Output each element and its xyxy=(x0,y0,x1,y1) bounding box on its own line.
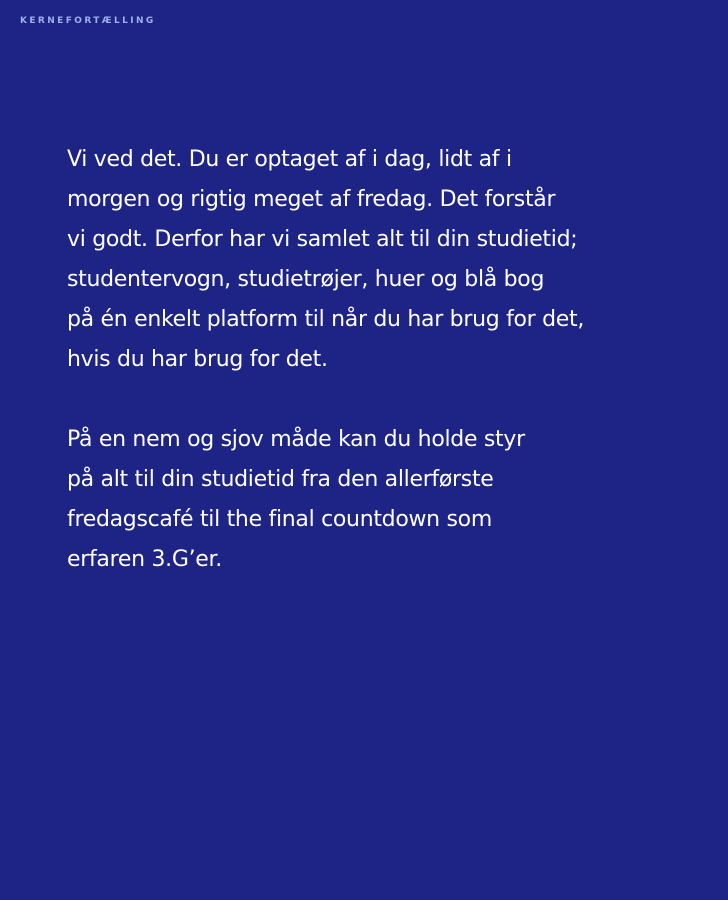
paragraph-1 xyxy=(67,140,667,380)
section-label: KERNEFORTÆLLING xyxy=(20,16,156,26)
text-line: På en nem og sjov måde kan du holde styr xyxy=(67,427,525,452)
text-line: vi godt. Derfor har vi samlet alt til din studietid; xyxy=(67,227,578,252)
body-text xyxy=(67,140,667,580)
text-line: studentervogn, studietrøjer, huer og blå bog xyxy=(67,267,545,292)
text-line: på alt til din studietid fra den allerførste xyxy=(67,467,494,492)
text-line: Vi ved det. Du er optaget af i dag, lidt af i xyxy=(67,147,512,172)
text-line: morgen og rigtig meget af fredag. Det forstår xyxy=(67,187,556,212)
text-line: på én enkelt platform til når du har brug for det, xyxy=(67,307,585,332)
text-line: hvis du har brug for det. xyxy=(67,347,328,372)
text-line: erfaren 3.G’er. xyxy=(67,547,222,572)
text-line: fredagscafé til the final countdown som xyxy=(67,507,492,532)
paragraph-2 xyxy=(67,420,667,580)
